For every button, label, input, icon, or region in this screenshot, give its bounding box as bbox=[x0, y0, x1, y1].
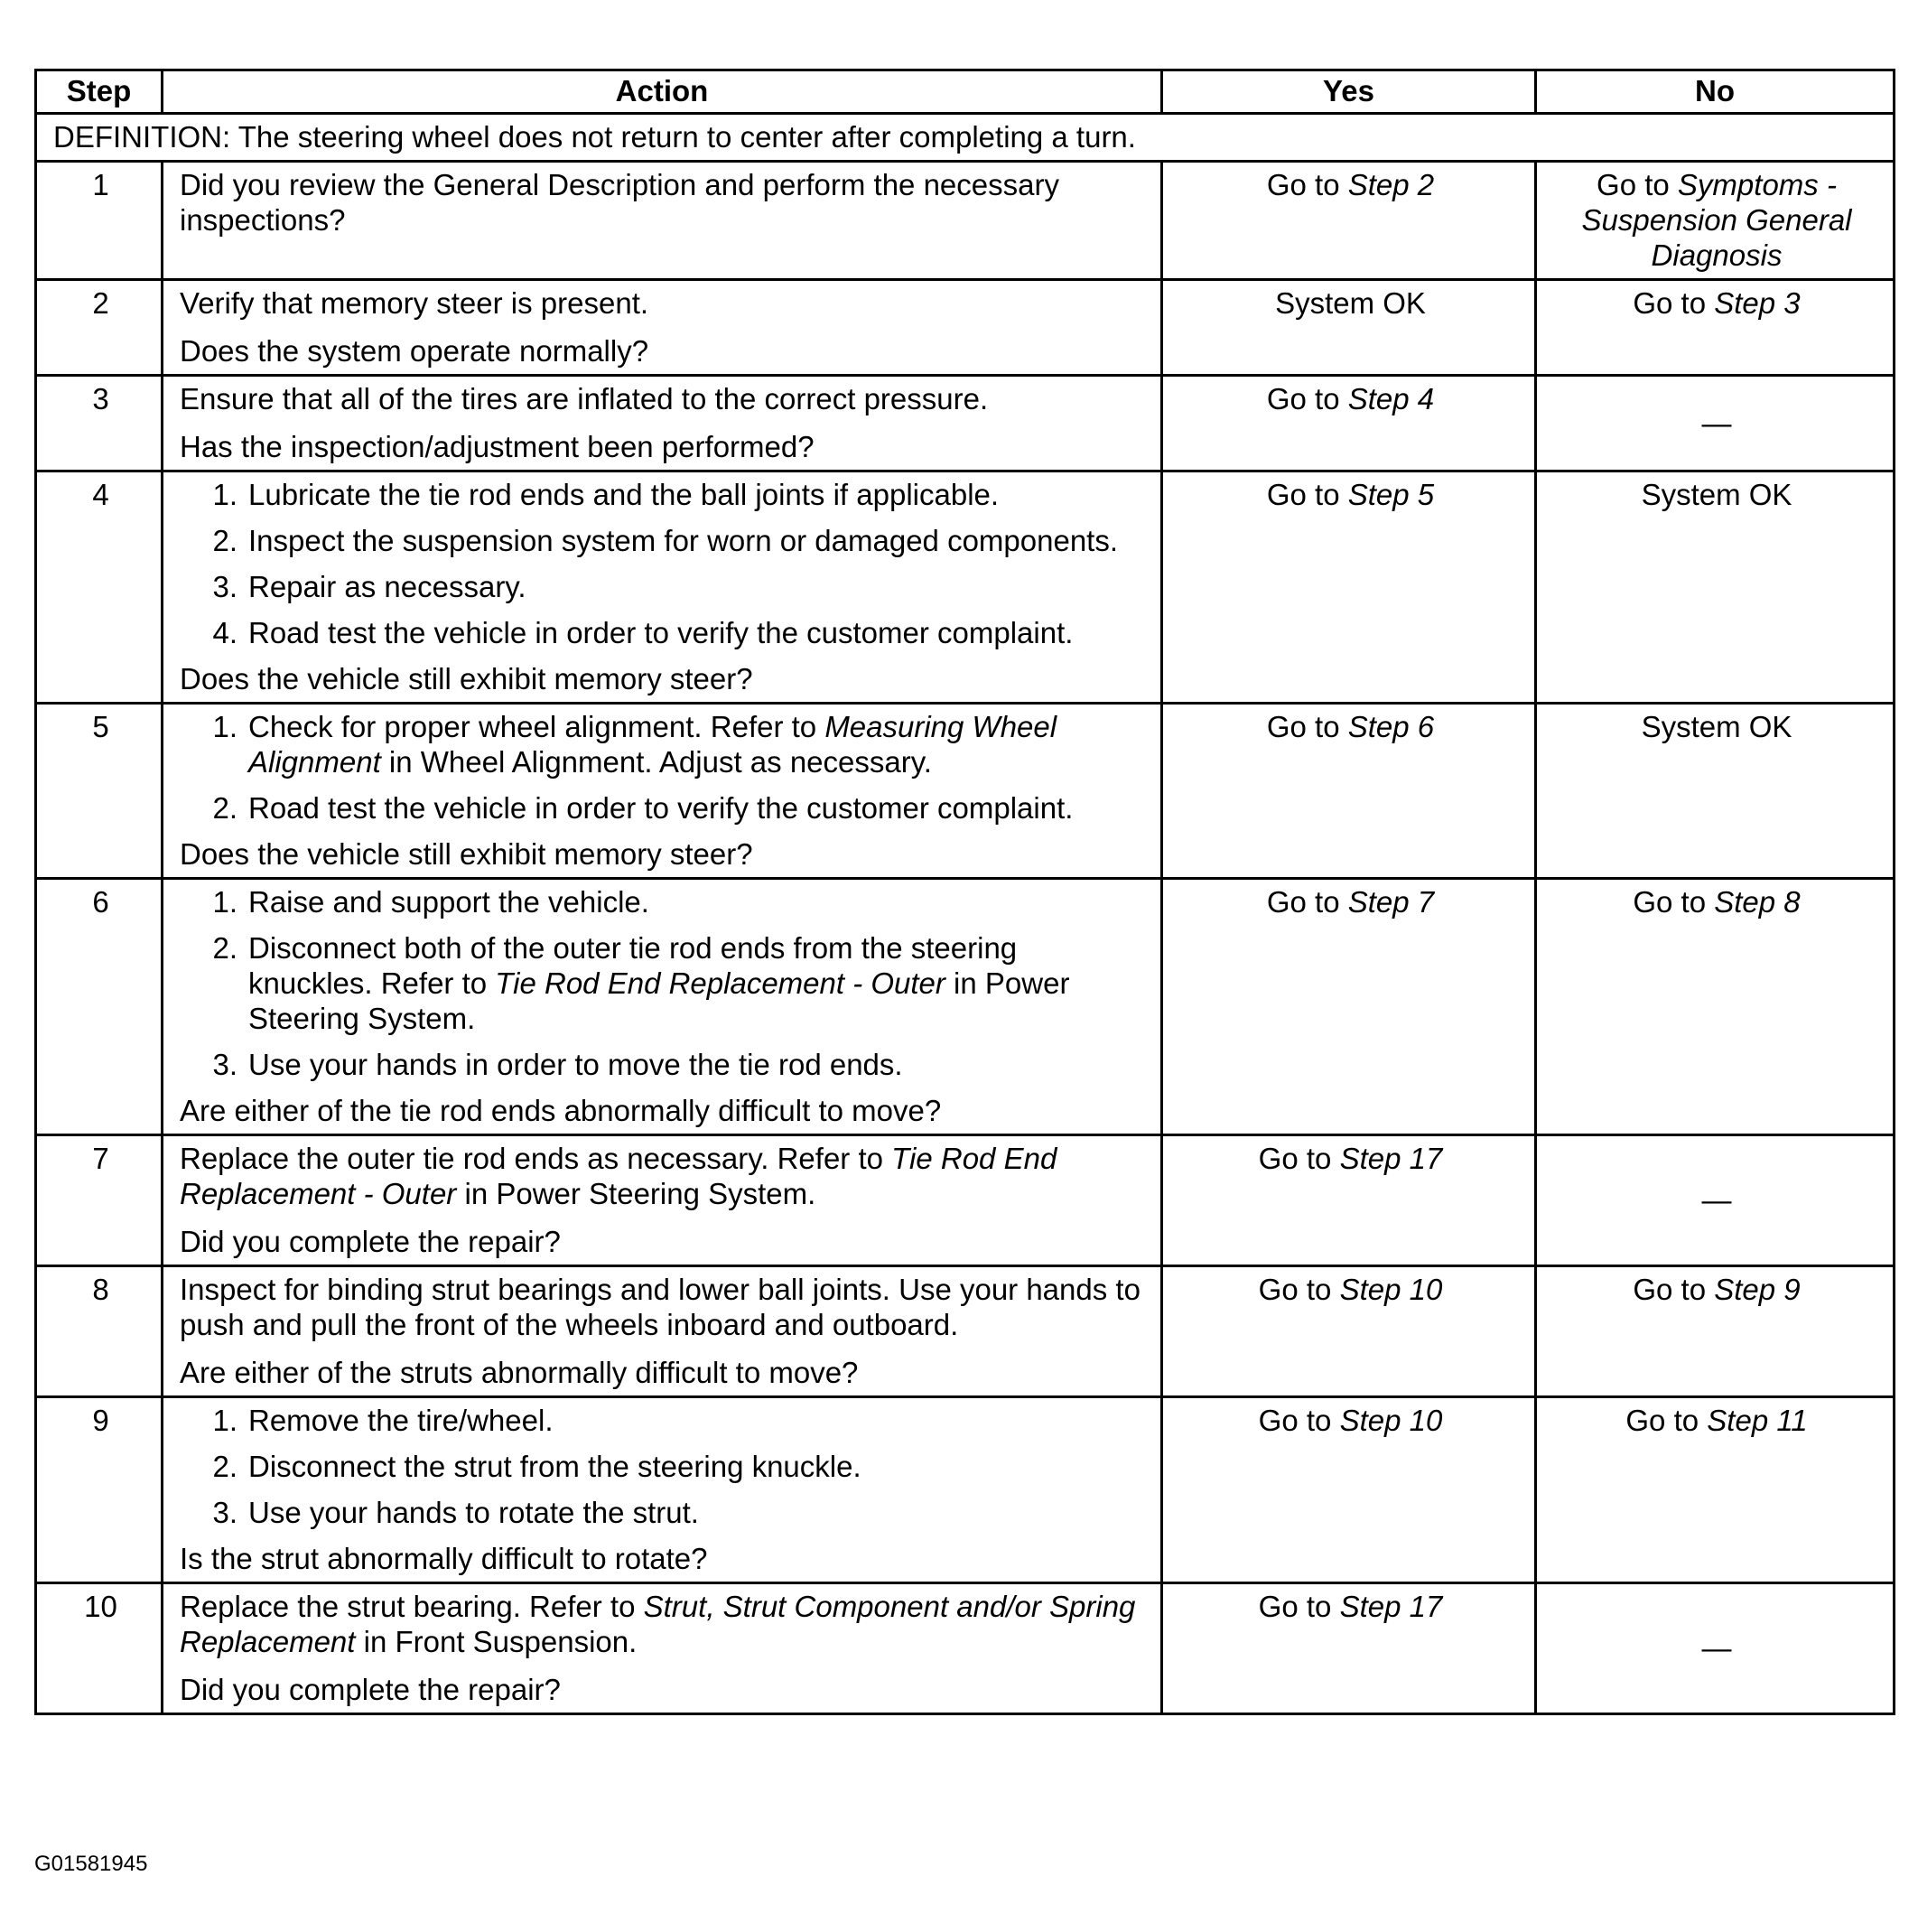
list-item bbox=[180, 1047, 1148, 1082]
item-text bbox=[248, 930, 1148, 1036]
list-item bbox=[180, 790, 1148, 826]
step-number: 9 bbox=[36, 1397, 163, 1583]
action-cell bbox=[163, 280, 1162, 376]
item-number: 1. bbox=[212, 885, 237, 919]
yes-cell bbox=[1162, 376, 1536, 471]
list-item bbox=[180, 477, 1148, 512]
step-link[interactable]: Step 3 bbox=[1714, 286, 1801, 320]
figure-id: G01581945 bbox=[34, 1852, 148, 1876]
goto-prefix: Go to bbox=[1266, 710, 1348, 743]
table-row bbox=[36, 1266, 1895, 1397]
step-link[interactable]: Step 4 bbox=[1347, 382, 1435, 415]
question-text: Does the vehicle still exhibit memory steer? bbox=[180, 837, 753, 871]
header-row bbox=[36, 70, 1895, 114]
question-text: Did you complete the repair? bbox=[180, 1673, 561, 1706]
action-text bbox=[180, 1141, 1148, 1211]
step-link[interactable]: Step 11 bbox=[1707, 1404, 1808, 1437]
action-cell bbox=[163, 1583, 1162, 1714]
item-number: 3. bbox=[212, 1496, 237, 1529]
no-cell: — bbox=[1536, 1135, 1895, 1266]
no-cell: — bbox=[1536, 376, 1895, 471]
action-text: Verify that memory steer is present. bbox=[180, 286, 649, 320]
goto-prefix: Go to bbox=[1633, 286, 1715, 320]
item-text-part: in Wheel Alignment. Adjust as necessary. bbox=[380, 745, 932, 779]
step-link[interactable]: Step 6 bbox=[1347, 710, 1435, 743]
goto-prefix: Go to bbox=[1266, 478, 1348, 511]
item-number: 3. bbox=[212, 1048, 237, 1081]
item-text-part: Check for proper wheel alignment. Refer to bbox=[248, 710, 825, 743]
step-number: 7 bbox=[36, 1135, 163, 1266]
goto-prefix: Go to bbox=[1266, 382, 1348, 415]
item-text: Raise and support the vehicle. bbox=[248, 885, 649, 919]
question-text: Has the inspection/adjustment been performed? bbox=[180, 430, 815, 463]
item-text: Remove the tire/wheel. bbox=[248, 1404, 554, 1437]
no-cell: System OK bbox=[1536, 704, 1895, 879]
action-text: Did you review the General Description and perform the necessary inspections? bbox=[180, 168, 1059, 237]
item-text: Lubricate the tie rod ends and the ball joints if applicable. bbox=[248, 478, 1000, 511]
no-cell: System OK bbox=[1536, 471, 1895, 704]
action-text bbox=[180, 1589, 1148, 1659]
step-number: 3 bbox=[36, 376, 163, 471]
list-item bbox=[180, 615, 1148, 650]
table-row bbox=[36, 280, 1895, 376]
action-text: Inspect for binding strut bearings and lower ball joints. Use your hands to push and pull the front of the wheels inboard and outboard. bbox=[180, 1273, 1141, 1341]
action-text-part: Replace the strut bearing. Refer to bbox=[180, 1590, 644, 1623]
action-cell bbox=[163, 1266, 1162, 1397]
yes-cell bbox=[1162, 471, 1536, 704]
diagnostic-table bbox=[34, 69, 1895, 1715]
step-number: 8 bbox=[36, 1266, 163, 1397]
goto-prefix: Go to bbox=[1597, 168, 1678, 201]
list-item bbox=[180, 930, 1148, 1036]
action-text-part: in Front Suspension. bbox=[355, 1625, 638, 1658]
item-number: 1. bbox=[212, 1404, 237, 1437]
reference-link[interactable]: Tie Rod End Replacement - Outer bbox=[495, 966, 945, 1000]
table-row bbox=[36, 162, 1895, 280]
reference-link[interactable]: Strut, Strut Component and/or Spring Replacement bbox=[180, 1590, 1136, 1658]
action-text-part: in Power Steering System. bbox=[456, 1177, 816, 1210]
definition-text: DEFINITION: The steering wheel does not return to center after completing a turn. bbox=[36, 114, 1895, 162]
goto-prefix: Go to bbox=[1258, 1142, 1340, 1175]
question-text: Is the strut abnormally difficult to rotate? bbox=[180, 1542, 708, 1575]
list-item bbox=[180, 1495, 1148, 1530]
no-cell bbox=[1536, 162, 1895, 280]
item-number: 2. bbox=[212, 524, 237, 557]
action-cell bbox=[163, 704, 1162, 879]
item-number: 4. bbox=[212, 616, 237, 649]
question-text: Did you complete the repair? bbox=[180, 1225, 561, 1258]
yes-cell bbox=[1162, 1266, 1536, 1397]
no-cell bbox=[1536, 879, 1895, 1135]
goto-prefix: Go to bbox=[1258, 1273, 1340, 1306]
item-text-part: Disconnect both of the outer tie rod ends from the steering knuckles. Refer to bbox=[248, 931, 1018, 1000]
step-link[interactable]: Step 8 bbox=[1714, 885, 1801, 919]
yes-cell bbox=[1162, 162, 1536, 280]
no-cell bbox=[1536, 1397, 1895, 1583]
item-text: Use your hands to rotate the strut. bbox=[248, 1496, 699, 1529]
goto-prefix: Go to bbox=[1633, 885, 1715, 919]
list-item bbox=[180, 569, 1148, 604]
item-number: 2. bbox=[212, 1450, 237, 1483]
definition-row bbox=[36, 114, 1895, 162]
yes-cell bbox=[1162, 1583, 1536, 1714]
goto-prefix: Go to bbox=[1633, 1273, 1715, 1306]
step-number: 4 bbox=[36, 471, 163, 704]
action-text-part: Replace the outer tie rod ends as necessary. Refer to bbox=[180, 1142, 892, 1175]
step-link[interactable]: Step 7 bbox=[1347, 885, 1435, 919]
yes-cell bbox=[1162, 1397, 1536, 1583]
item-text: Use your hands in order to move the tie rod ends. bbox=[248, 1048, 903, 1081]
table-row bbox=[36, 1135, 1895, 1266]
action-cell bbox=[163, 879, 1162, 1135]
action-cell bbox=[163, 162, 1162, 280]
list-item bbox=[180, 523, 1148, 558]
item-number: 3. bbox=[212, 570, 237, 603]
step-number: 2 bbox=[36, 280, 163, 376]
item-text: Inspect the suspension system for worn or damaged components. bbox=[248, 524, 1119, 557]
item-text: Disconnect the strut from the steering knuckle. bbox=[248, 1450, 861, 1483]
step-number: 1 bbox=[36, 162, 163, 280]
action-cell bbox=[163, 471, 1162, 704]
no-cell: — bbox=[1536, 1583, 1895, 1714]
item-text-part: in Power Steering System. bbox=[248, 966, 1070, 1035]
item-text bbox=[248, 709, 1148, 779]
header-step: Step bbox=[36, 70, 163, 114]
item-text: Road test the vehicle in order to verify the customer complaint. bbox=[248, 791, 1074, 825]
step-link[interactable]: Step 17 bbox=[1339, 1590, 1443, 1623]
item-text: Road test the vehicle in order to verify the customer complaint. bbox=[248, 616, 1074, 649]
table-row bbox=[36, 1583, 1895, 1714]
list-item bbox=[180, 1403, 1148, 1438]
question-text: Does the system operate normally? bbox=[180, 334, 649, 368]
goto-prefix: Go to bbox=[1258, 1590, 1340, 1623]
symptoms-link[interactable]: Symptoms - Suspension General Diagnosis bbox=[1581, 168, 1852, 272]
table-row bbox=[36, 376, 1895, 471]
step-link[interactable]: Step 10 bbox=[1339, 1273, 1443, 1306]
action-cell bbox=[163, 1135, 1162, 1266]
goto-prefix: Go to bbox=[1266, 885, 1348, 919]
list-item bbox=[180, 709, 1148, 779]
yes-cell: System OK bbox=[1162, 280, 1536, 376]
yes-cell bbox=[1162, 1135, 1536, 1266]
list-item bbox=[180, 1449, 1148, 1484]
no-cell bbox=[1536, 1266, 1895, 1397]
question-text: Are either of the tie rod ends abnormally difficult to move? bbox=[180, 1094, 942, 1127]
yes-cell bbox=[1162, 879, 1536, 1135]
yes-cell bbox=[1162, 704, 1536, 879]
item-number: 1. bbox=[212, 478, 237, 511]
item-number: 1. bbox=[212, 710, 237, 743]
header-yes: Yes bbox=[1162, 70, 1536, 114]
goto-prefix: Go to bbox=[1258, 1404, 1340, 1437]
step-number: 10 bbox=[36, 1583, 163, 1714]
action-cell bbox=[163, 376, 1162, 471]
action-text: Ensure that all of the tires are inflated to the correct pressure. bbox=[180, 382, 989, 415]
question-text: Does the vehicle still exhibit memory steer? bbox=[180, 662, 753, 695]
table-row bbox=[36, 704, 1895, 879]
table-row bbox=[36, 879, 1895, 1135]
goto-prefix: Go to bbox=[1625, 1404, 1708, 1437]
step-link[interactable]: Step 9 bbox=[1714, 1273, 1801, 1306]
header-action: Action bbox=[163, 70, 1162, 114]
step-link[interactable]: Step 10 bbox=[1339, 1404, 1443, 1437]
no-cell bbox=[1536, 280, 1895, 376]
step-number: 5 bbox=[36, 704, 163, 879]
step-link[interactable]: Step 2 bbox=[1347, 168, 1435, 201]
goto-prefix: Go to bbox=[1266, 168, 1348, 201]
list-item bbox=[180, 884, 1148, 919]
step-number: 6 bbox=[36, 879, 163, 1135]
question-text: Are either of the struts abnormally difficult to move? bbox=[180, 1356, 859, 1389]
item-number: 2. bbox=[212, 791, 237, 825]
item-text: Repair as necessary. bbox=[248, 570, 526, 603]
step-link[interactable]: Step 5 bbox=[1347, 478, 1435, 511]
reference-link[interactable]: Measuring Wheel Alignment bbox=[248, 710, 1057, 779]
reference-link[interactable]: Tie Rod End Replacement - Outer bbox=[180, 1142, 1057, 1210]
table-row bbox=[36, 471, 1895, 704]
item-number: 2. bbox=[212, 931, 237, 965]
action-cell bbox=[163, 1397, 1162, 1583]
header-no: No bbox=[1536, 70, 1895, 114]
table-row bbox=[36, 1397, 1895, 1583]
step-link[interactable]: Step 17 bbox=[1339, 1142, 1443, 1175]
